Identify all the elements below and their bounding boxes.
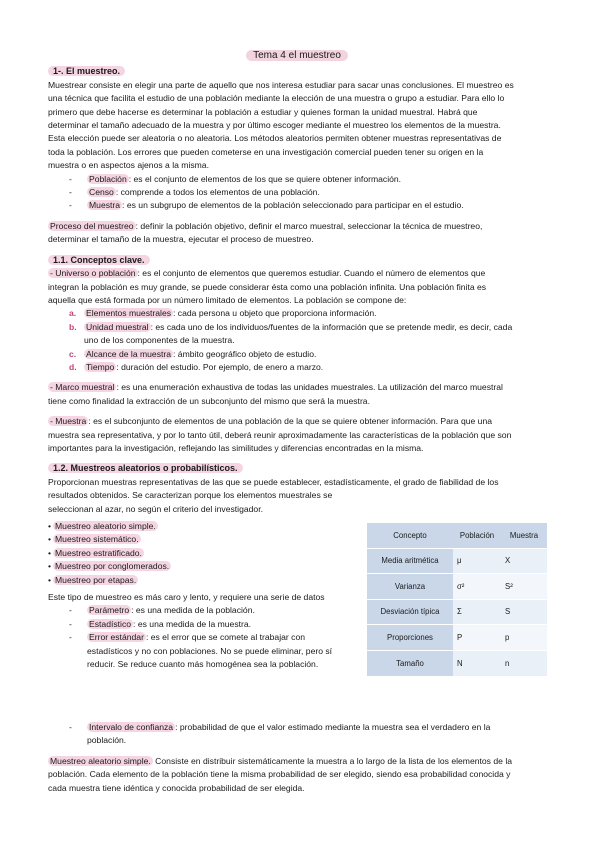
document-body [48,49,546,795]
list-item: - Parámetro : es una medida de la población. [69,605,255,616]
list-item: - Censo : comprende a todos los elementos de una población. [69,187,320,198]
paragraph: Muestrear consiste en elegir una parte de aquello que nos interesa estudiar para sacar unas conclusiones. El muestreo es una técnica que facilita el estudio de una población mediante la elección de una muestra o grupo a estudiar. Para ello lo primero que debe hacerse es determinar la población a estudiar y quienes forman la unidad muestral. Habrá que determinar el tamaño adecuado de la muestra y por último escoger mediante el muestreo los elementos de la muestra. Esta elección puede ser aleatoria o no aleatoria. Los métodos aleatorios permiten obtener muestras representativas de toda la población. Los errores que pueden cometerse en una investigación comercial pueden tener su origen en la muestra o en aspectos ajenos a la misma. [48,79,514,171]
list-item: - Muestra : es un subgrupo de elementos de la población seleccionado para participar en el estudio. [69,200,464,211]
list-item: - Estadístico : es una medida de la muestra. [69,618,252,629]
list-item: - Población : es el conjunto de elementos de los que se quiere obtener información. [69,173,402,184]
methods-and-table [48,516,546,721]
list-item: b. Unidad muestral : es cada uno de los individuos/fuentes de la información que se pretende medir, es decir, cada uno de los componentes de la muestra. [69,321,513,346]
table-row: Proporciones P p [367,625,547,651]
table-row: Tamaño N n [367,651,547,677]
section-heading-1: 1-. El muestreo. [48,65,546,78]
table-row: Media aritmética μ X [367,549,547,575]
paragraph: - Universo o población : es el conjunto de elementos que queremos estudiar. Cuando el número de elementos que integran la población es muy grande, se puede considerar ésta como una población infinita. Una población finita es aquella que está formada por un número limitado de elementos. La población se compone de: [48,268,487,305]
list-item: • Muestreo por etapas. [48,574,137,585]
table-header-row: Concepto Población Muestra [367,523,547,549]
list-item: - Error estándar : es el error que se comete al trabajar con estadísticos y no con poblaciones. No se puede eliminar, pero sí reducir. Se reduce cuanto más homogénea sea la población. [69,632,333,670]
table-row: Varianza σ² S² [367,574,547,600]
section-heading-1-2: 1.2. Muestreos aleatorios o probabilísticos. [48,462,546,475]
list-item: c. Alcance de la muestra : ámbito geográfico objeto de estudio. [69,348,317,359]
list-item: a. Elementos muestrales : cada persona u objeto que proporciona información. [69,308,377,319]
section-heading-1-1: 1.1. Conceptos clave. [48,254,546,267]
list-item: • Muestreo sistemático. [48,534,139,545]
list-item: • Muestreo por conglomerados. [48,561,170,572]
list-item: d. Tiempo : duración del estudio. Por ejemplo, de enero a marzo. [69,361,324,372]
paragraph: Muestreo aleatorio simple. Consiste en distribuir sistemáticamente la muestra a lo largo de la lista de los elementos de la población. Cada elemento de la población tiene la misma probabilidad de ser elegido, siendo esa probabilidad conocida y cada muestra tiene idéntica y conocida probabilidad de ser elegida. [48,755,513,793]
page-title: Tema 4 el muestreo [48,49,546,62]
paragraph: Este tipo de muestreo es más caro y lento, y requiere una serie de datos [48,592,325,603]
list-item: - Intervalo de confianza : probabilidad de que el valor estimado mediante la muestra sea el verdadero en la población. [69,722,491,746]
paragraph: Proporcionan muestras representativas de las que se puede establecer, estadísticamente, el grado de fiabilidad de los resultados obtenidos. Se caracterizan porque los elementos muestrales se seleccionan al azar, no según el criterio del investigador. [48,476,499,514]
statistics-table [367,523,547,677]
list-item: • Muestreo aleatorio simple. [48,521,156,531]
paragraph: - Marco muestral : es una enumeración exhaustiva de todas las unidades muestrales. La utilización del marco muestral tiene como finalidad la extracción de un subconjunto del mismo que será la muestra. [48,382,503,406]
list-item: • Muestreo estratificado. [48,547,142,558]
paragraph: - Muestra : es el subconjunto de elementos de una población de la que se quiere obtener información. Para que una muestra sea representativa, y por lo tanto útil, deberá reunir aproximadamente las características de la población que son importantes para la investigación, reflejando las similitudes y diferencias encontradas en la misma. [48,416,512,453]
table-row: Desviación típica Σ S [367,600,547,626]
paragraph: Proceso del muestreo : definir la población objetivo, definir el marco muestral, seleccionar la técnica de muestreo, determinar el tamaño de la muestra, ejecutar el proceso de muestreo. [48,220,483,245]
